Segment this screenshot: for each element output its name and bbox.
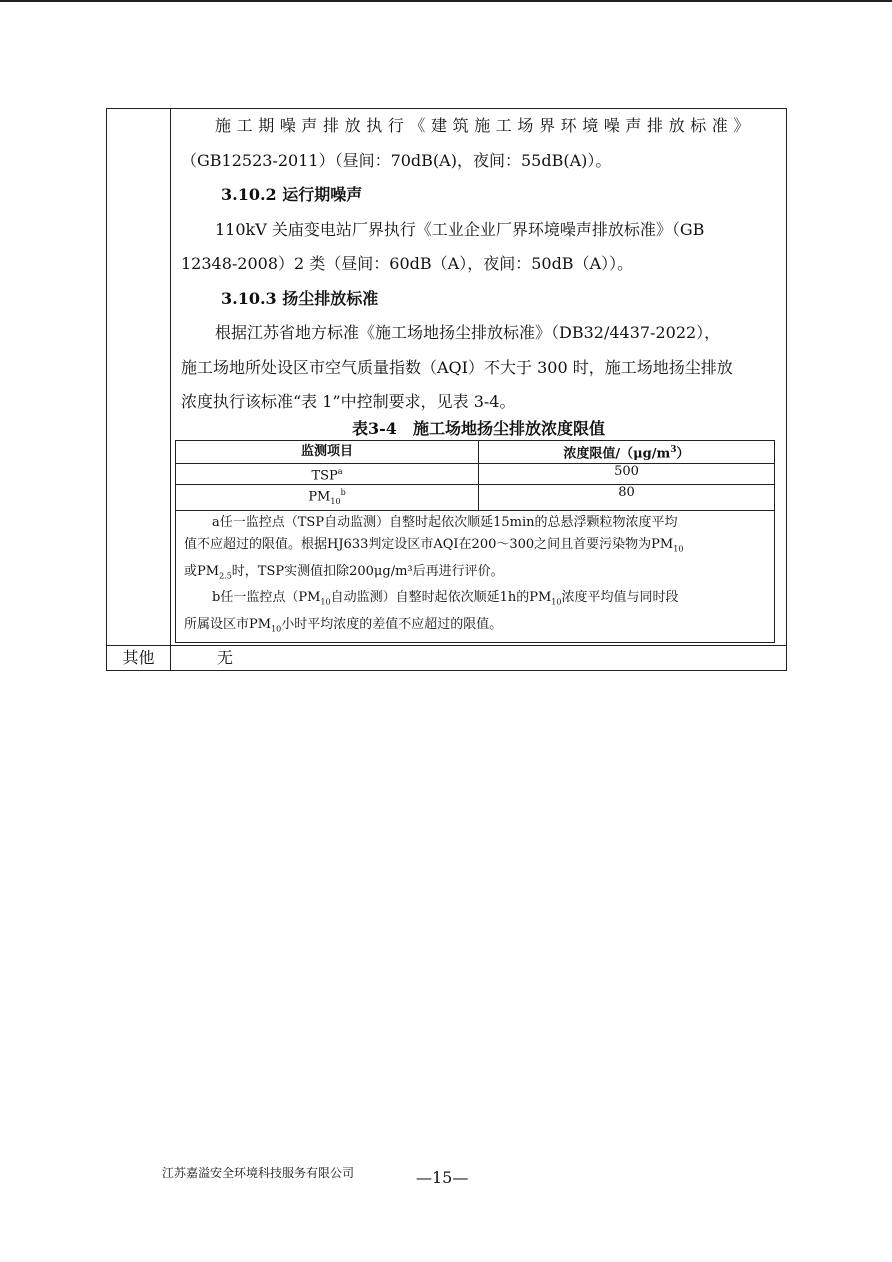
table-row <box>176 463 775 484</box>
note-b-line1-rest: 浓度平均值与同时段 <box>561 590 679 606</box>
heading-operation-noise: 3.10.2 运行期噪声 <box>221 185 363 204</box>
header-item: 监测项目 <box>176 440 479 463</box>
row-value: 500 <box>479 463 775 484</box>
row-item <box>176 463 479 484</box>
note-b-line1 <box>184 587 768 614</box>
para-operation-noise-line1: 110kV 关庙变电站厂界执行《工业企业厂界环境噪声排放标准》（GB <box>215 219 705 239</box>
para-dust-line1: 根据江苏省地方标准《施工场地扬尘排放标准》（DB32/4437-2022）， <box>215 323 721 342</box>
row-item-sub: 10 <box>330 497 341 507</box>
note-a-line2-text: 值不应超过的限值。根据HJ633判定设区市AQI在200～300之间且首要污染物为PM <box>184 537 674 553</box>
note-b-line1-mid: 自动监测）自整时起依次顺延1h的PM <box>330 590 552 606</box>
heading-dust-standard: 3.10.3 扬尘排放标准 <box>221 288 379 308</box>
note-a-line2 <box>184 534 768 561</box>
table-row <box>176 485 775 511</box>
row-item-text: TSP <box>311 468 338 484</box>
para-construction-noise-line1: 施工期噪声排放执行《建筑施工场界环境噪声排放标准》 <box>215 116 756 135</box>
note-a-line2-sub: 10 <box>673 544 684 554</box>
table-header-row <box>176 440 775 463</box>
table-notes-row <box>176 511 775 643</box>
content-cell <box>171 109 787 646</box>
note-a-line3-rest: 时，TSP实测值扣除200μg/m³后再进行评价。 <box>231 563 504 579</box>
note-a-line1: a任一监控点（TSP自动监测）自整时起依次顺延15min的总悬浮颗粒物浓度平均 <box>212 515 678 531</box>
header-limit-text: 浓度限值/（μg/m <box>563 445 671 461</box>
table-notes <box>176 511 775 643</box>
para-dust-line2: 施工场地所处设区市空气质量指数（AQI）不大于 300 时，施工场地扬尘排放 <box>181 357 733 377</box>
left-column-cell <box>107 109 171 646</box>
other-row <box>107 646 787 671</box>
table-caption: 表3-4 施工场地扬尘排放浓度限值 <box>352 418 605 438</box>
note-a-line3-sub: 2.5 <box>219 571 232 581</box>
para-dust-line3: 浓度执行该标准“表 1”中控制要求，见表 3-4。 <box>181 392 516 411</box>
note-b-line2-sub: 10 <box>271 624 282 634</box>
note-b-line2-text: 所属设区市PM <box>184 616 272 632</box>
header-limit <box>479 440 775 463</box>
footer-company: 江苏嘉溢安全环境科技服务有限公司 <box>162 1166 355 1180</box>
page-number: —15— <box>416 1168 469 1187</box>
top-border <box>0 0 892 2</box>
note-b-line1-text: b任一监控点（PM <box>212 590 321 606</box>
row-item-sup: a <box>337 466 343 476</box>
row-value: 80 <box>479 485 775 511</box>
standards-table <box>106 108 787 671</box>
note-b-line2 <box>184 614 768 641</box>
header-limit-sup: 3 <box>670 444 677 455</box>
row-item <box>176 485 479 511</box>
content-body <box>171 109 786 420</box>
note-a-line3 <box>184 561 768 588</box>
note-b-line1-sub2: 10 <box>551 597 562 607</box>
para-operation-noise-line2: 12348-2008）2 类（昼间：60dB（A），夜间：50dB（A））。 <box>181 254 634 273</box>
row-item-text: PM <box>308 489 331 505</box>
note-b-line1-sub: 10 <box>320 597 331 607</box>
note-b-line2-rest: 小时平均浓度的差值不应超过的限值。 <box>281 616 503 632</box>
dust-limit-table <box>175 440 775 644</box>
other-value: 无 <box>171 646 787 671</box>
para-construction-noise-line2: （GB12523-2011）（昼间：70dB(A)，夜间：55dB(A)）。 <box>181 150 612 170</box>
note-a-line3-text: 或PM <box>184 563 220 579</box>
other-label: 其他 <box>107 646 171 671</box>
header-limit-suffix: ） <box>676 445 690 461</box>
row-item-sup: b <box>340 488 346 498</box>
